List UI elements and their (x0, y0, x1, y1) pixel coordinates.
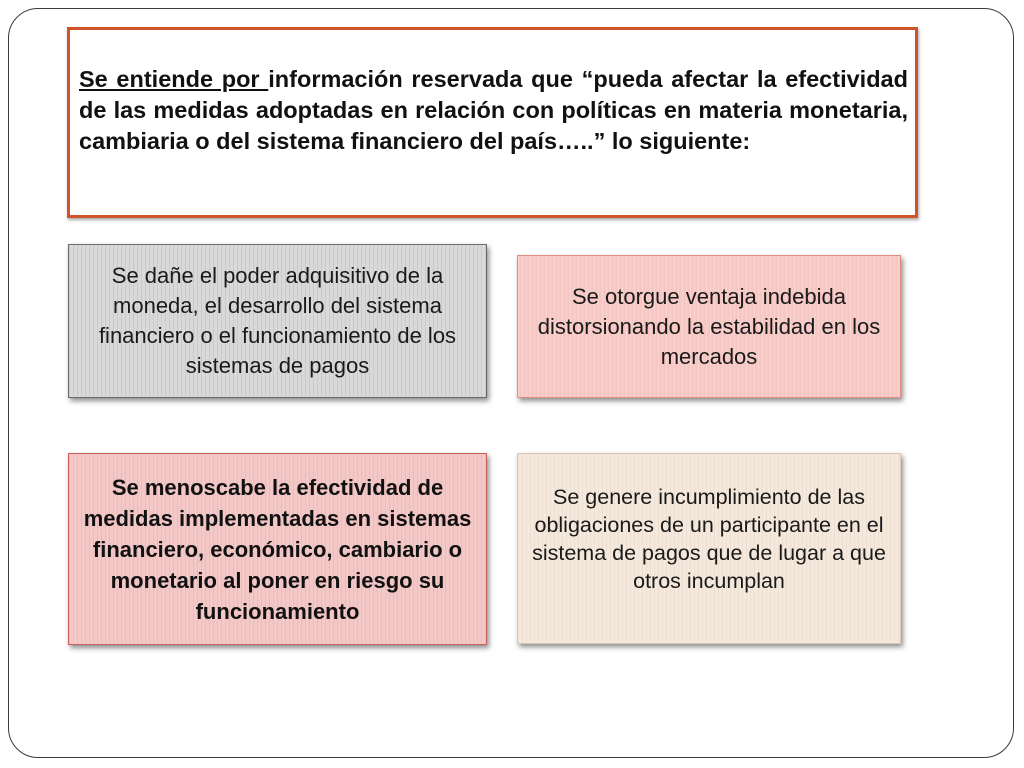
intro-underlined-lead: Se entiende por (79, 66, 269, 92)
intro-box (67, 27, 918, 218)
intro-text (79, 64, 908, 157)
card-payment-default (517, 453, 901, 644)
intro-body: información reservada que “pueda afectar la efectividad de las medidas adoptadas en relación con políticas en materia monetaria, cambiaria o del sistema financiero del país…..” lo siguiente: (79, 66, 908, 154)
card-payment-default-text: Se genere incumplimiento de las obligaciones de un participante en el sistema de pagos que de lugar a que otros incumplan (532, 484, 886, 593)
card-effectiveness-undermined-text: Se menoscabe la efectividad de medidas implementadas en sistemas financiero, económico, cambiario o monetario al poner en riesgo su funcionamiento (83, 474, 472, 624)
card-effectiveness-undermined (68, 453, 487, 645)
card-purchasing-power-text: Se dañe el poder adquisitivo de la moneda, el desarrollo del sistema financiero o el funcionamiento de los sistemas de pagos (98, 263, 457, 378)
card-undue-advantage-text: Se otorgue ventaja indebida distorsionando la estabilidad en los mercados (537, 283, 881, 369)
card-undue-advantage (517, 255, 901, 398)
card-purchasing-power (68, 244, 487, 398)
